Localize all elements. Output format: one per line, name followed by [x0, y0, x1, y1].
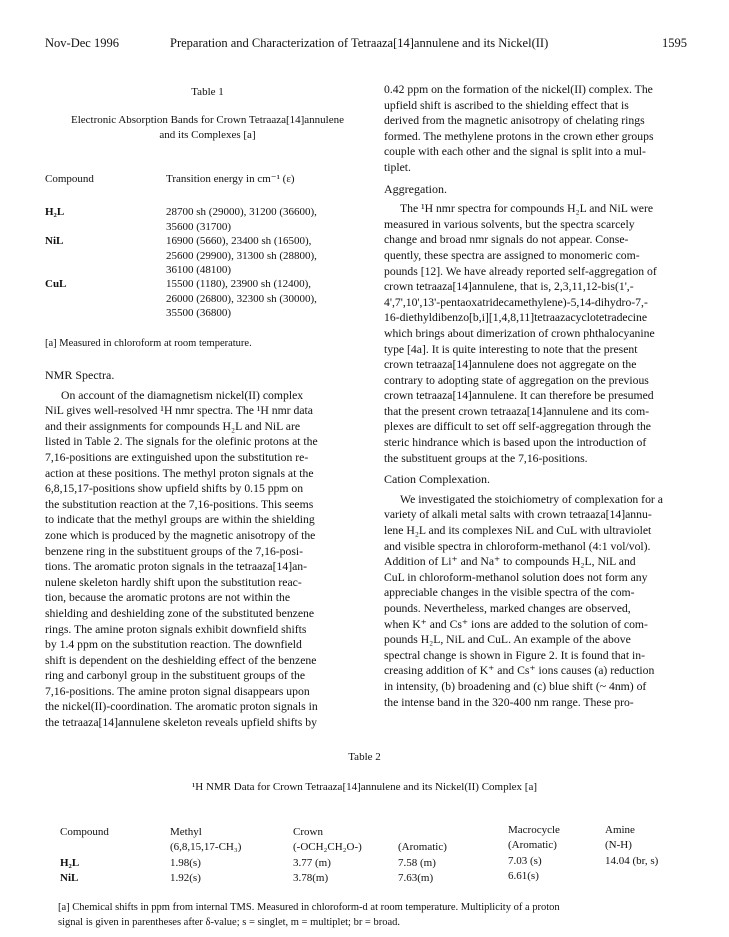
header-date: Nov-Dec 1996	[45, 36, 119, 50]
table1-value-line: 15500 (1180), 23900 sh (12400),	[166, 278, 312, 290]
table2-caption: ¹H NMR Data for Crown Tetraaza[14]annulene and its Nickel(II) Complex [a]	[191, 781, 538, 793]
table2-label: Table 2	[348, 751, 381, 763]
table1-col-transition: Transition energy in cm⁻¹ (ε)	[166, 173, 295, 185]
table1-value-line: 25600 (29900), 31300 sh (28800),	[166, 249, 317, 262]
text-line: when K⁺ and Cs⁺ ions are added to the solution of com-	[384, 617, 648, 631]
text-line: the intense band in the 320-400 nm range. These pro-	[384, 695, 634, 709]
left-column	[45, 362, 368, 731]
text-line: couple with each other and the signal is split into a mul-	[384, 145, 646, 159]
text-line: The ¹H nmr spectra for compounds H₂L and NiL were	[400, 202, 654, 216]
table2-col-methyl: Methyl	[170, 826, 202, 838]
text-line: On account of the diamagnetism nickel(II) complex	[61, 388, 304, 402]
table1-caption-line2: and its Complexes [a]	[159, 129, 256, 141]
table1-compound: NiL	[45, 235, 64, 247]
text-line: pounds [12]. We have already reported self-aggregation of	[384, 264, 657, 278]
table2-cell-aromatic: 7.63(m)	[398, 872, 434, 884]
text-line: action at these positions. The methyl proton signals at the	[45, 466, 314, 480]
table2-footnote-line1: [a] Chemical shifts in ppm from internal TMS. Measured in chloroform-d at room temperature. Multiplicity of a proton	[58, 902, 560, 913]
text-line: 7,16-positions. The amine proton signal disappears upon	[45, 684, 310, 698]
text-line: upfield shift is ascribed to the shielding effect that is	[384, 98, 629, 112]
table1-values	[166, 277, 381, 321]
table2-cell-aromatic: 7.58 (m)	[398, 857, 436, 869]
text-line: tiplet.	[384, 160, 411, 174]
text-line: variety of alkali metal salts with crown tetraaza[14]annu-	[384, 508, 652, 522]
text-line: We investigated the stoichiometry of complexation for a	[400, 492, 663, 506]
table1-caption-line1: Electronic Absorption Bands for Crown Tetraaza[14]annulene	[70, 114, 345, 126]
header-title: Preparation and Characterization of Tetraaza[14]annulene and its Nickel(II)	[170, 36, 549, 50]
left-paragraph	[45, 388, 368, 731]
text-line: shift is dependent on the deshielding effect of the benzene	[45, 653, 317, 667]
table2-cell-compound: NiL	[60, 872, 79, 884]
right-column	[384, 82, 700, 710]
table2-col-macrocycle-sub: (Aromatic)	[508, 839, 557, 851]
table1-value-line: 26000 (26800), 32300 sh (30000),	[166, 292, 317, 305]
text-line: change and broad nmr signals do not appear. Conse-	[384, 233, 629, 247]
text-line: spectral change is shown in Figure 2. It is found that in-	[384, 648, 645, 662]
text-line: rings. The amine proton signals exhibit downfield shifts	[45, 622, 307, 636]
text-line: crown tetraaza[14]annulene, that is, 2,3,11,12-bis(1',-	[384, 280, 634, 294]
text-line: shielding and deshielding zone of the substituted benzene	[45, 606, 315, 620]
text-line: the tetraaza[14]annulene skeleton reveals upfield shifts by	[45, 716, 317, 730]
text-line: benzene ring in the substituent groups of the 7,16-posi-	[45, 544, 304, 558]
text-line: ring and carbonyl group in the substituent groups of the	[45, 669, 306, 683]
table1-value-line: 28700 sh (29000), 31200 (36600),	[166, 206, 317, 218]
table1-values	[166, 205, 381, 234]
table2-col-crown-sub: (-OCH₂CH₂O-)	[293, 841, 362, 853]
table2-col-amine: Amine	[605, 824, 635, 836]
table2-cell-methyl: 1.92(s)	[170, 872, 201, 884]
text-line: contrary to adopting state of aggregation on the previous	[384, 373, 649, 387]
table2-footnote	[58, 900, 718, 930]
table1-label: Table 1	[191, 86, 224, 98]
table1-value-line: 35600 (31700)	[166, 220, 232, 233]
text-line: crown tetraaza[14]annulene does not aggregate on the	[384, 358, 637, 372]
text-line: quently, these spectra are assigned to monomeric com-	[384, 248, 640, 262]
table1-value-line: 16900 (5660), 23400 sh (16500),	[166, 235, 312, 247]
table2-cell-crown: 3.77 (m)	[293, 857, 331, 869]
table2-cell-macrocycle: 7.03 (s)	[508, 855, 542, 867]
text-line: nulene skeleton hardly shift upon the substitution reac-	[45, 575, 302, 589]
table2-col-macrocycle: Macrocycle	[508, 824, 560, 836]
table2-cell-crown: 3.78(m)	[293, 872, 329, 884]
table1-value-line: 35500 (36800)	[166, 307, 232, 320]
table2-cell-compound: H₂L	[60, 857, 80, 869]
table2-cell-amine: 14.04 (br, s)	[605, 855, 659, 867]
text-line: the substituent groups at the 7,16-positions.	[384, 451, 588, 465]
text-line: NiL gives well-resolved ¹H nmr spectra. The ¹H nmr data	[45, 404, 313, 418]
text-line: type [4a]. It is quite interesting to note that the present	[384, 342, 638, 356]
text-line: pounds. Nevertheless, marked changes are observed,	[384, 602, 631, 615]
text-line: by 1.4 ppm on the substitution reaction. The downfield	[45, 638, 302, 652]
table2-col-crown: Crown	[293, 826, 323, 838]
text-line: the substitution reaction at the 7,16-positions. This seems	[45, 497, 314, 511]
table2-footnote-line2: signal is given in parentheses after δ-value; s = singlet, m = multiplet; br = broad.	[58, 917, 401, 928]
text-line: crown tetraaza[14]annulene. It can therefore be presumed	[384, 389, 654, 403]
table2-cell-methyl: 1.98(s)	[170, 857, 201, 869]
text-line: that the present crown tetraaza[14]annulene and its com-	[384, 404, 650, 418]
text-line: lene H₂L and its complexes NiL and CuL with ultraviolet	[384, 524, 652, 538]
text-line: tions. The aromatic proton signals in the tetraaza[14]an-	[45, 560, 308, 574]
text-line: listed in Table 2. The signals for the olefinic protons at the	[45, 435, 318, 449]
text-line: zone which is produced by the magnetic anisotropy of the	[45, 528, 316, 542]
section-heading-aggregation: Aggregation.	[384, 181, 447, 196]
table1-col-compound: Compound	[45, 173, 94, 185]
text-line: 6,8,15,17-positions show upfield shifts by 0.15 ppm on	[45, 482, 304, 496]
text-line: creasing addition of K⁺ and Cs⁺ ions causes (a) reduction	[384, 664, 655, 678]
text-line: which brings about dimerization of crown phthalocyanine	[384, 326, 655, 340]
page-number: 1595	[662, 36, 687, 50]
text-line: formed. The methylene protons in the crown ether groups	[384, 129, 654, 143]
table2-col-aromatic: (Aromatic)	[398, 841, 447, 853]
aggregation-paragraph	[384, 201, 700, 466]
text-line: 0.42 ppm on the formation of the nickel(II) complex. The	[384, 83, 653, 96]
text-line: CuL in chloroform-methanol solution does not form any	[384, 570, 648, 584]
table2-col-amine-sub: (N-H)	[605, 839, 632, 851]
text-line: the nickel(II)-coordination. The aromatic proton signals in	[45, 700, 318, 714]
cation-paragraph	[384, 492, 700, 710]
table1-footnote: [a] Measured in chloroform at room temperature.	[45, 338, 252, 349]
table2-col-compound: Compound	[60, 826, 109, 838]
section-heading-cation: Cation Complexation.	[384, 472, 490, 487]
table1-values	[166, 234, 381, 278]
table1-compound: H₂L	[45, 206, 65, 218]
text-line: to indicate that the methyl groups are within the shielding	[45, 513, 315, 527]
table1-compound: CuL	[45, 278, 67, 290]
table2	[0, 825, 729, 885]
text-line: 4',7',10',13'-pentaoxatridecamethylene)-5,14-dihydro-7,-	[384, 295, 648, 309]
section-heading-nmr: NMR Spectra.	[45, 368, 115, 382]
table1-value-line: 36100 (48100)	[166, 264, 232, 277]
text-line: appreciable changes in the visible spectra of the com-	[384, 586, 635, 600]
table1-row	[45, 234, 380, 278]
table2-col-methyl-sub: (6,8,15,17-CH₃)	[170, 841, 242, 853]
table1-caption	[40, 113, 375, 143]
text-line: plexes are difficult to set off self-aggregation through the	[384, 420, 651, 434]
table2-cell-macrocycle: 6.61(s)	[508, 870, 539, 882]
text-line: tion, because the aromatic protons are not within the	[45, 591, 291, 605]
text-line: 7,16-positions are extinguished upon the substitution re-	[45, 450, 309, 464]
text-line: in intensity, (b) broadening and (c) blue shift (~ 4nm) of	[384, 679, 647, 693]
right-intro-paragraph	[384, 82, 700, 176]
text-line: Addition of Li⁺ and Na⁺ to compounds H₂L, NiL and	[384, 555, 636, 569]
text-line: 16-diethyldibenzo[b,i][1,4,8,11]tetraazacyclotetradecine	[384, 311, 648, 325]
text-line: steric hindrance which is based upon the introduction of	[384, 436, 647, 450]
text-line: and visible spectra in chloroform-methanol (4:1 vol/vol).	[384, 539, 651, 553]
table1-row	[45, 277, 380, 321]
text-line: and their assignments for compounds H₂L and NiL are	[45, 419, 301, 433]
text-line: derived from the magnetic anisotropy of chelating rings	[384, 114, 645, 128]
text-line: pounds H₂L, NiL and CuL. An example of the above	[384, 633, 631, 647]
text-line: measured in various solvents, but the spectra scarcely	[384, 217, 635, 231]
